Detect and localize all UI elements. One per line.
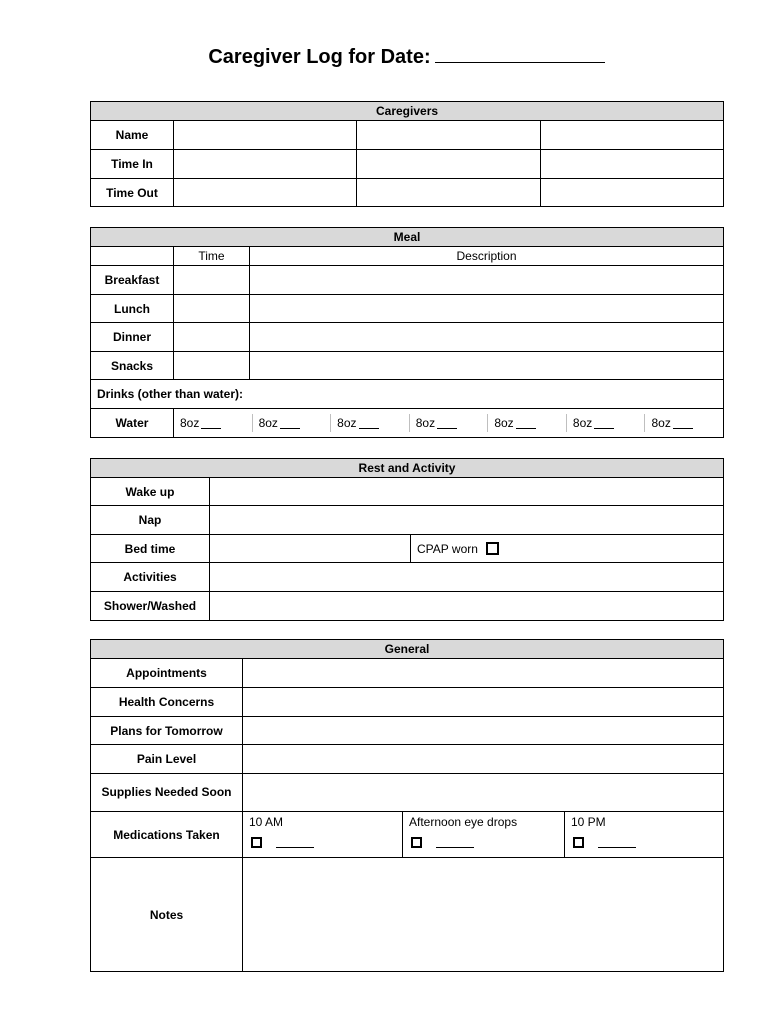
water-slot-blank [280, 418, 300, 429]
rest-activity-header: Rest and Activity [91, 459, 724, 478]
meal-breakfast-label: Breakfast [91, 266, 174, 295]
medication-time-label: 10 AM [249, 814, 284, 829]
page-title [0, 46, 768, 69]
water-slot-blank [673, 418, 693, 429]
caregiver-3-name-cell[interactable] [541, 121, 724, 150]
caregiver-2-name-cell[interactable] [357, 121, 541, 150]
meal-corner-cell [91, 247, 174, 266]
general-appointments-label: Appointments [91, 659, 243, 688]
nap-cell[interactable] [210, 506, 724, 535]
caregiver-1-time-out-cell[interactable] [174, 179, 357, 207]
meal-lunch-label: Lunch [91, 295, 174, 323]
rest-activities-label: Activities [91, 563, 210, 592]
water-slot[interactable] [409, 414, 488, 432]
water-slot-label: 8oz [572, 416, 593, 430]
water-slot[interactable] [487, 414, 566, 432]
dinner-time-cell[interactable] [174, 323, 250, 352]
caregivers-table [90, 101, 724, 207]
pain-level-cell[interactable] [243, 745, 724, 774]
lunch-description-cell[interactable] [250, 295, 724, 323]
water-slot[interactable] [644, 414, 723, 432]
water-tracker-cell [174, 409, 724, 438]
cpap-cell [411, 535, 724, 563]
activities-cell[interactable] [210, 563, 724, 592]
general-table [90, 639, 724, 972]
meal-time-column-header: Time [174, 247, 250, 266]
rest-activity-table [90, 458, 724, 621]
general-supplies-needed-label: Supplies Needed Soon [91, 774, 243, 812]
medication-afternoon-initials-line[interactable] [436, 837, 474, 848]
water-slot-blank [359, 418, 379, 429]
water-slot[interactable] [330, 414, 409, 432]
rest-nap-label: Nap [91, 506, 210, 535]
general-health-concerns-label: Health Concerns [91, 688, 243, 717]
water-slot[interactable] [252, 414, 331, 432]
medication-10am-checkbox[interactable] [251, 837, 262, 848]
meal-water-label: Water [91, 409, 174, 438]
water-slot-blank [594, 418, 614, 429]
meal-table [90, 227, 724, 438]
water-slot-label: 8oz [415, 416, 436, 430]
water-slot-label: 8oz [494, 416, 514, 430]
medication-afternoon-checkbox[interactable] [411, 837, 422, 848]
water-slot-label: 8oz [258, 416, 278, 430]
medication-10am-cell [243, 812, 403, 858]
date-blank-line[interactable] [435, 46, 605, 63]
general-pain-level-label: Pain Level [91, 745, 243, 774]
caregivers-header: Caregivers [91, 102, 724, 121]
general-notes-label: Notes [91, 858, 243, 972]
meal-description-column-header: Description [250, 247, 724, 266]
wake-up-cell[interactable] [210, 478, 724, 506]
meal-snacks-label: Snacks [91, 352, 174, 380]
cpap-worn-checkbox[interactable] [486, 542, 499, 555]
medication-afternoon-cell [403, 812, 565, 858]
health-concerns-cell[interactable] [243, 688, 724, 717]
water-slot-blank [201, 418, 221, 429]
medication-time-label: Afternoon eye drops [409, 814, 518, 829]
water-slot-blank [516, 418, 536, 429]
general-plans-for-tomorrow-label: Plans for Tomorrow [91, 717, 243, 745]
breakfast-description-cell[interactable] [250, 266, 724, 295]
shower-washed-cell[interactable] [210, 592, 724, 621]
medication-10pm-initials-line[interactable] [598, 837, 636, 848]
caregiver-3-time-out-cell[interactable] [541, 179, 724, 207]
medication-time-label: 10 PM [571, 814, 606, 829]
caregiver-2-time-out-cell[interactable] [357, 179, 541, 207]
rest-shower-washed-label: Shower/Washed [91, 592, 210, 621]
water-slot-blank [437, 418, 457, 429]
water-slot[interactable] [174, 414, 252, 432]
medication-10pm-cell [565, 812, 724, 858]
medication-10pm-checkbox[interactable] [573, 837, 584, 848]
water-slot-label: 8oz [337, 416, 357, 430]
caregiver-1-time-in-cell[interactable] [174, 150, 357, 179]
snacks-description-cell[interactable] [250, 352, 724, 380]
caregiver-2-time-in-cell[interactable] [357, 150, 541, 179]
drinks-other-than-water-cell[interactable]: Drinks (other than water): [91, 380, 724, 409]
medication-10am-initials-line[interactable] [276, 837, 314, 848]
dinner-description-cell[interactable] [250, 323, 724, 352]
cpap-worn-label: CPAP worn [417, 541, 478, 556]
caregivers-name-label: Name [91, 121, 174, 150]
caregiver-1-name-cell[interactable] [174, 121, 357, 150]
water-slot-label: 8oz [651, 416, 671, 430]
meal-header: Meal [91, 228, 724, 247]
water-slot-label: 8oz [180, 416, 200, 430]
general-header: General [91, 640, 724, 659]
rest-bed-time-label: Bed time [91, 535, 210, 563]
caregiver-3-time-in-cell[interactable] [541, 150, 724, 179]
meal-dinner-label: Dinner [91, 323, 174, 352]
breakfast-time-cell[interactable] [174, 266, 250, 295]
notes-cell[interactable] [243, 858, 724, 972]
bed-time-cell[interactable] [210, 535, 411, 563]
plans-for-tomorrow-cell[interactable] [243, 717, 724, 745]
general-medications-taken-label: Medications Taken [91, 812, 243, 858]
rest-wake-up-label: Wake up [91, 478, 210, 506]
caregivers-time-out-label: Time Out [91, 179, 174, 207]
water-slot[interactable] [566, 414, 645, 432]
page-title-text: Caregiver Log for Date: [208, 46, 431, 68]
appointments-cell[interactable] [243, 659, 724, 688]
lunch-time-cell[interactable] [174, 295, 250, 323]
caregivers-time-in-label: Time In [91, 150, 174, 179]
snacks-time-cell[interactable] [174, 352, 250, 380]
supplies-needed-cell[interactable] [243, 774, 724, 812]
